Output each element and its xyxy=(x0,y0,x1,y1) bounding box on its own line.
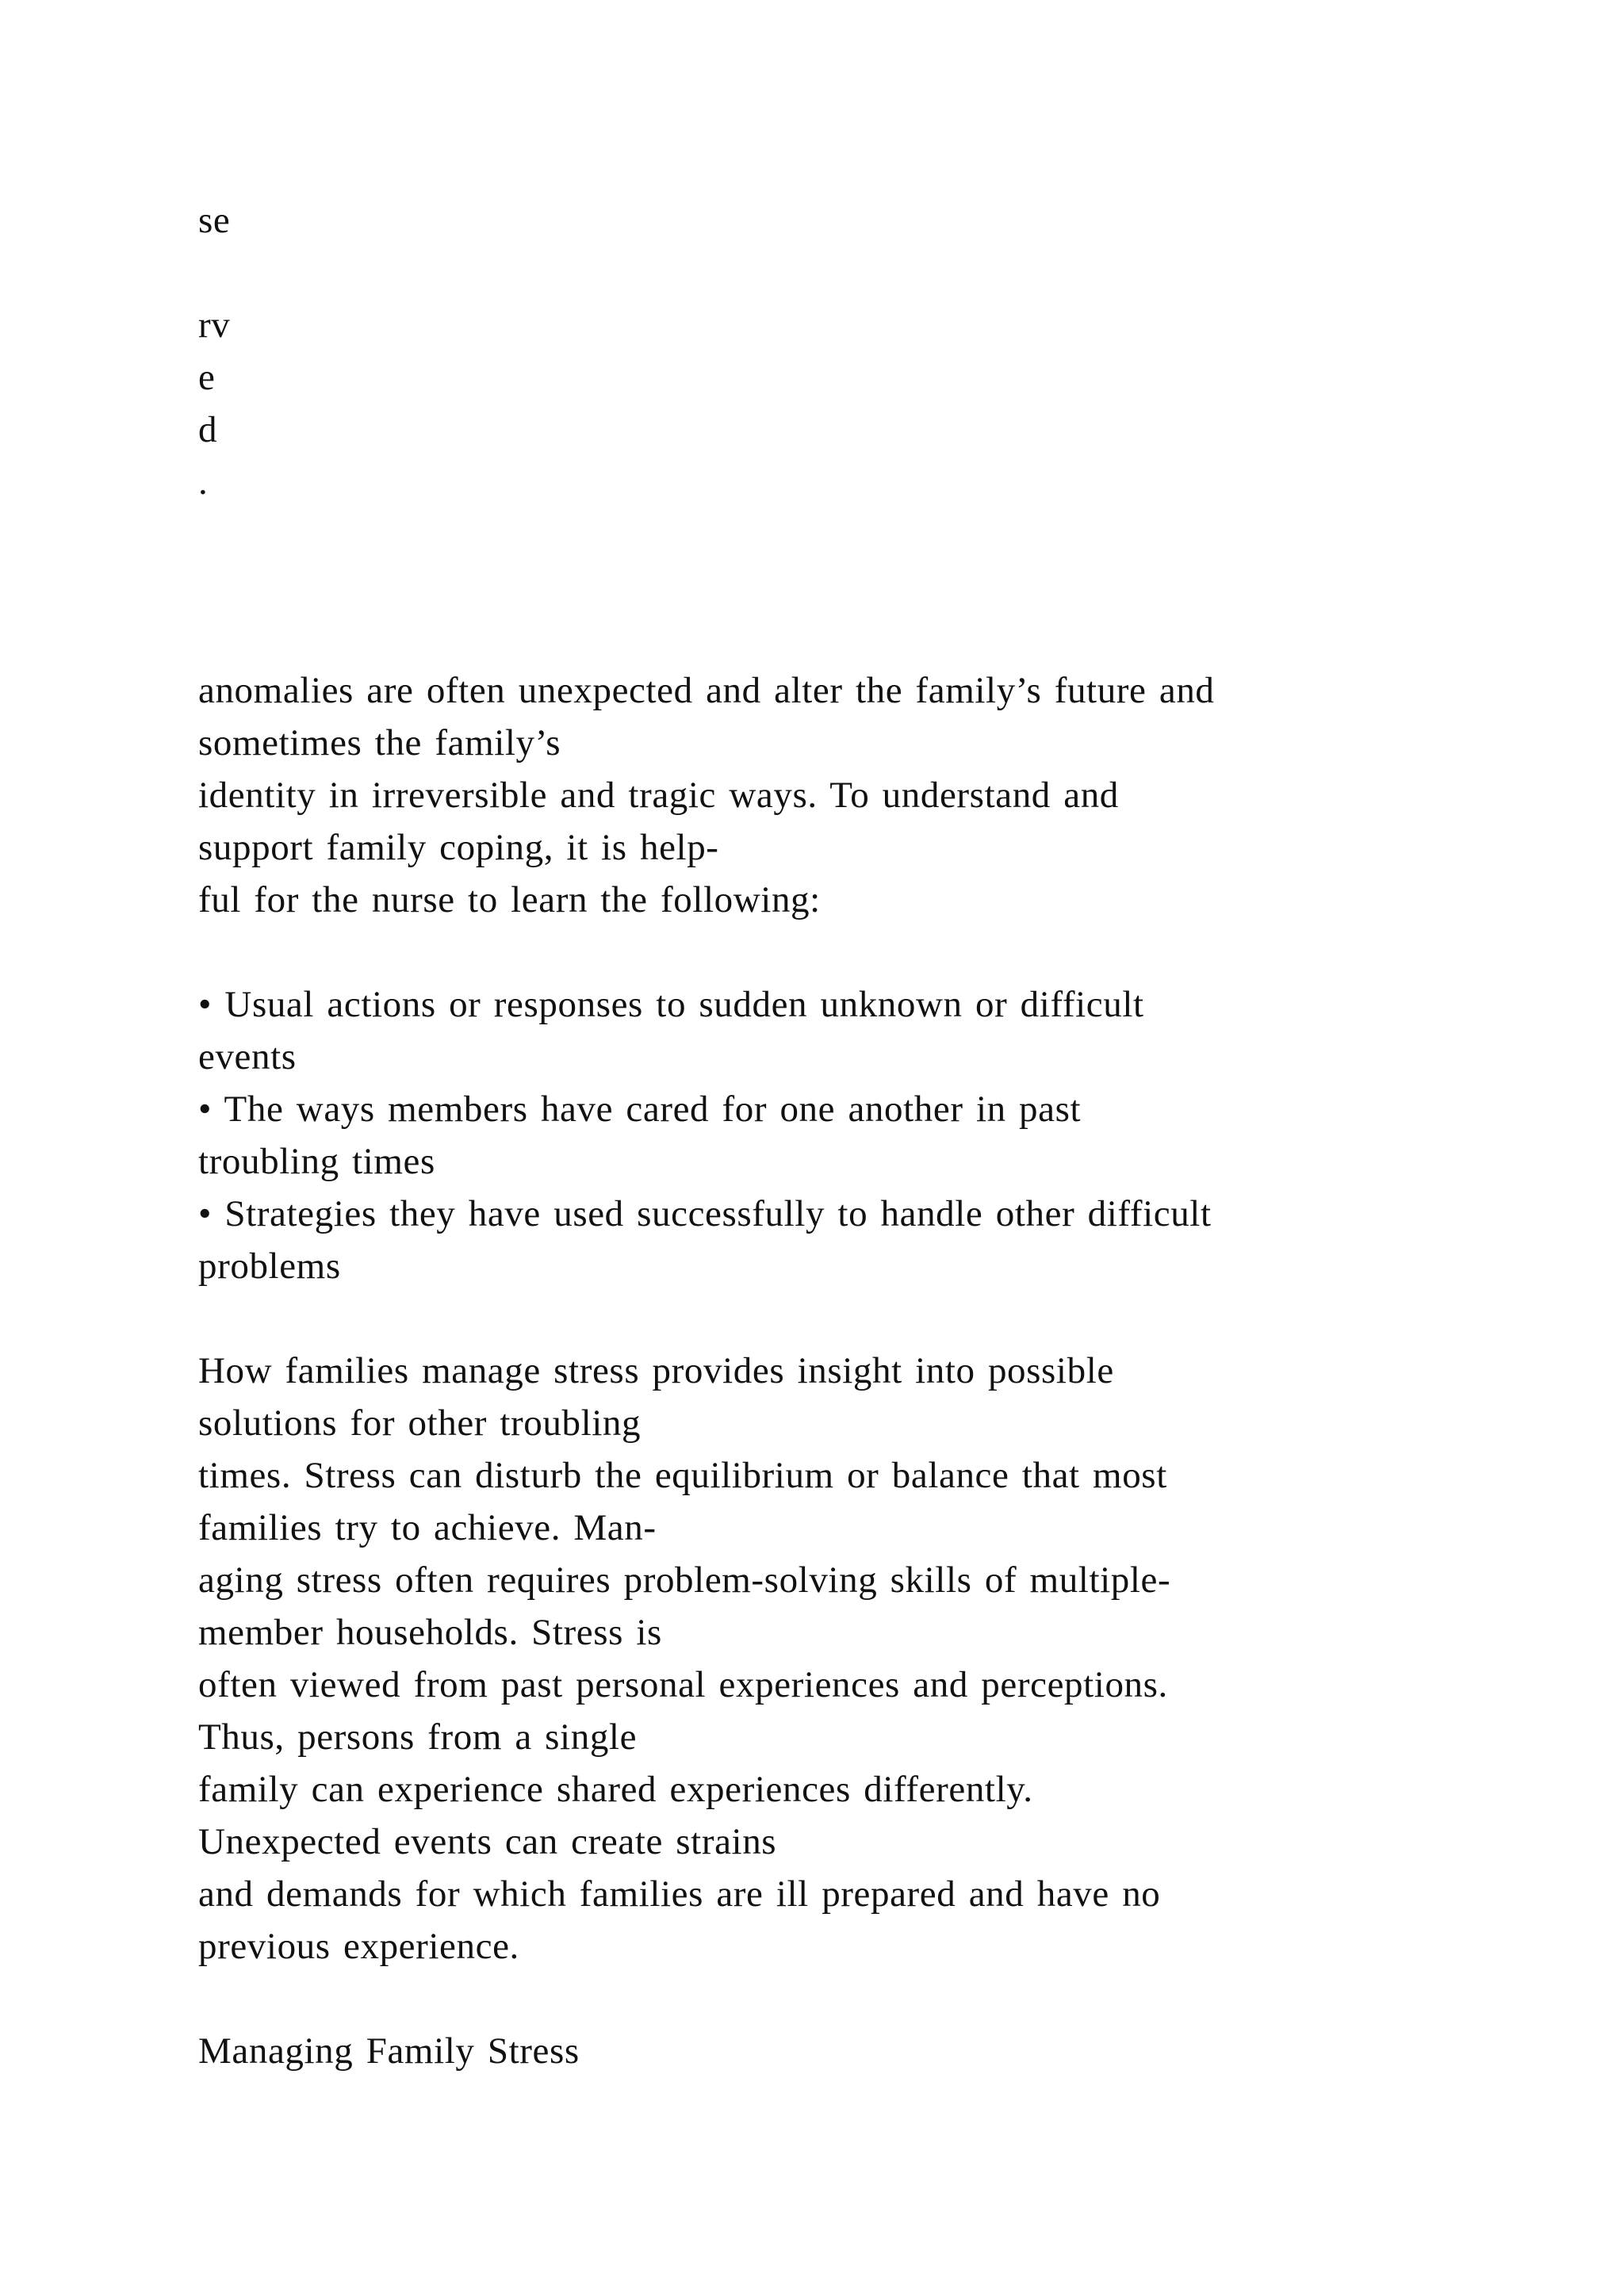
text-line: sometimes the family’s xyxy=(198,722,561,763)
fragment-line: e xyxy=(198,357,216,398)
text-line: member households. Stress is xyxy=(198,1612,662,1653)
text-line: often viewed from past personal experiences and perceptions. xyxy=(198,1664,1168,1705)
fragment-line: . xyxy=(198,461,209,503)
text-line: ful for the nurse to learn the following: xyxy=(198,879,821,920)
text-line: troubling times xyxy=(198,1141,435,1182)
text-line: problems xyxy=(198,1246,341,1287)
text-line: anomalies are often unexpected and alter the family’s future and xyxy=(198,670,1215,711)
text-line: • Strategies they have used successfully to handle other difficult xyxy=(198,1193,1212,1234)
text-line: support family coping, it is help- xyxy=(198,827,719,868)
fragment-line: se xyxy=(198,200,231,241)
text-line: families try to achieve. Man- xyxy=(198,1507,657,1548)
text-line: events xyxy=(198,1036,297,1077)
text-line: • The ways members have cared for one another in past xyxy=(198,1089,1082,1130)
text-line: and demands for which families are ill prepared and have no xyxy=(198,1873,1161,1915)
text-line: previous experience. xyxy=(198,1926,519,1967)
text-line: identity in irreversible and tragic ways. To understand and xyxy=(198,775,1119,816)
text-line: aging stress often requires problem-solving skills of multiple- xyxy=(198,1559,1171,1601)
fragment-line: rv xyxy=(198,304,231,346)
text-line: family can experience shared experiences differently. xyxy=(198,1769,1033,1810)
text-line: Unexpected events can create strains xyxy=(198,1821,777,1862)
text-line: times. Stress can disturb the equilibrium or balance that most xyxy=(198,1455,1167,1496)
text-line: How families manage stress provides insight into possible xyxy=(198,1350,1114,1391)
fragment-line: d xyxy=(198,409,218,450)
text-line: solutions for other troubling xyxy=(198,1402,642,1444)
text-line: Thus, persons from a single xyxy=(198,1716,638,1758)
section-heading: Managing Family Stress xyxy=(198,2030,580,2072)
text-line: • Usual actions or responses to sudden unknown or difficult xyxy=(198,984,1144,1025)
